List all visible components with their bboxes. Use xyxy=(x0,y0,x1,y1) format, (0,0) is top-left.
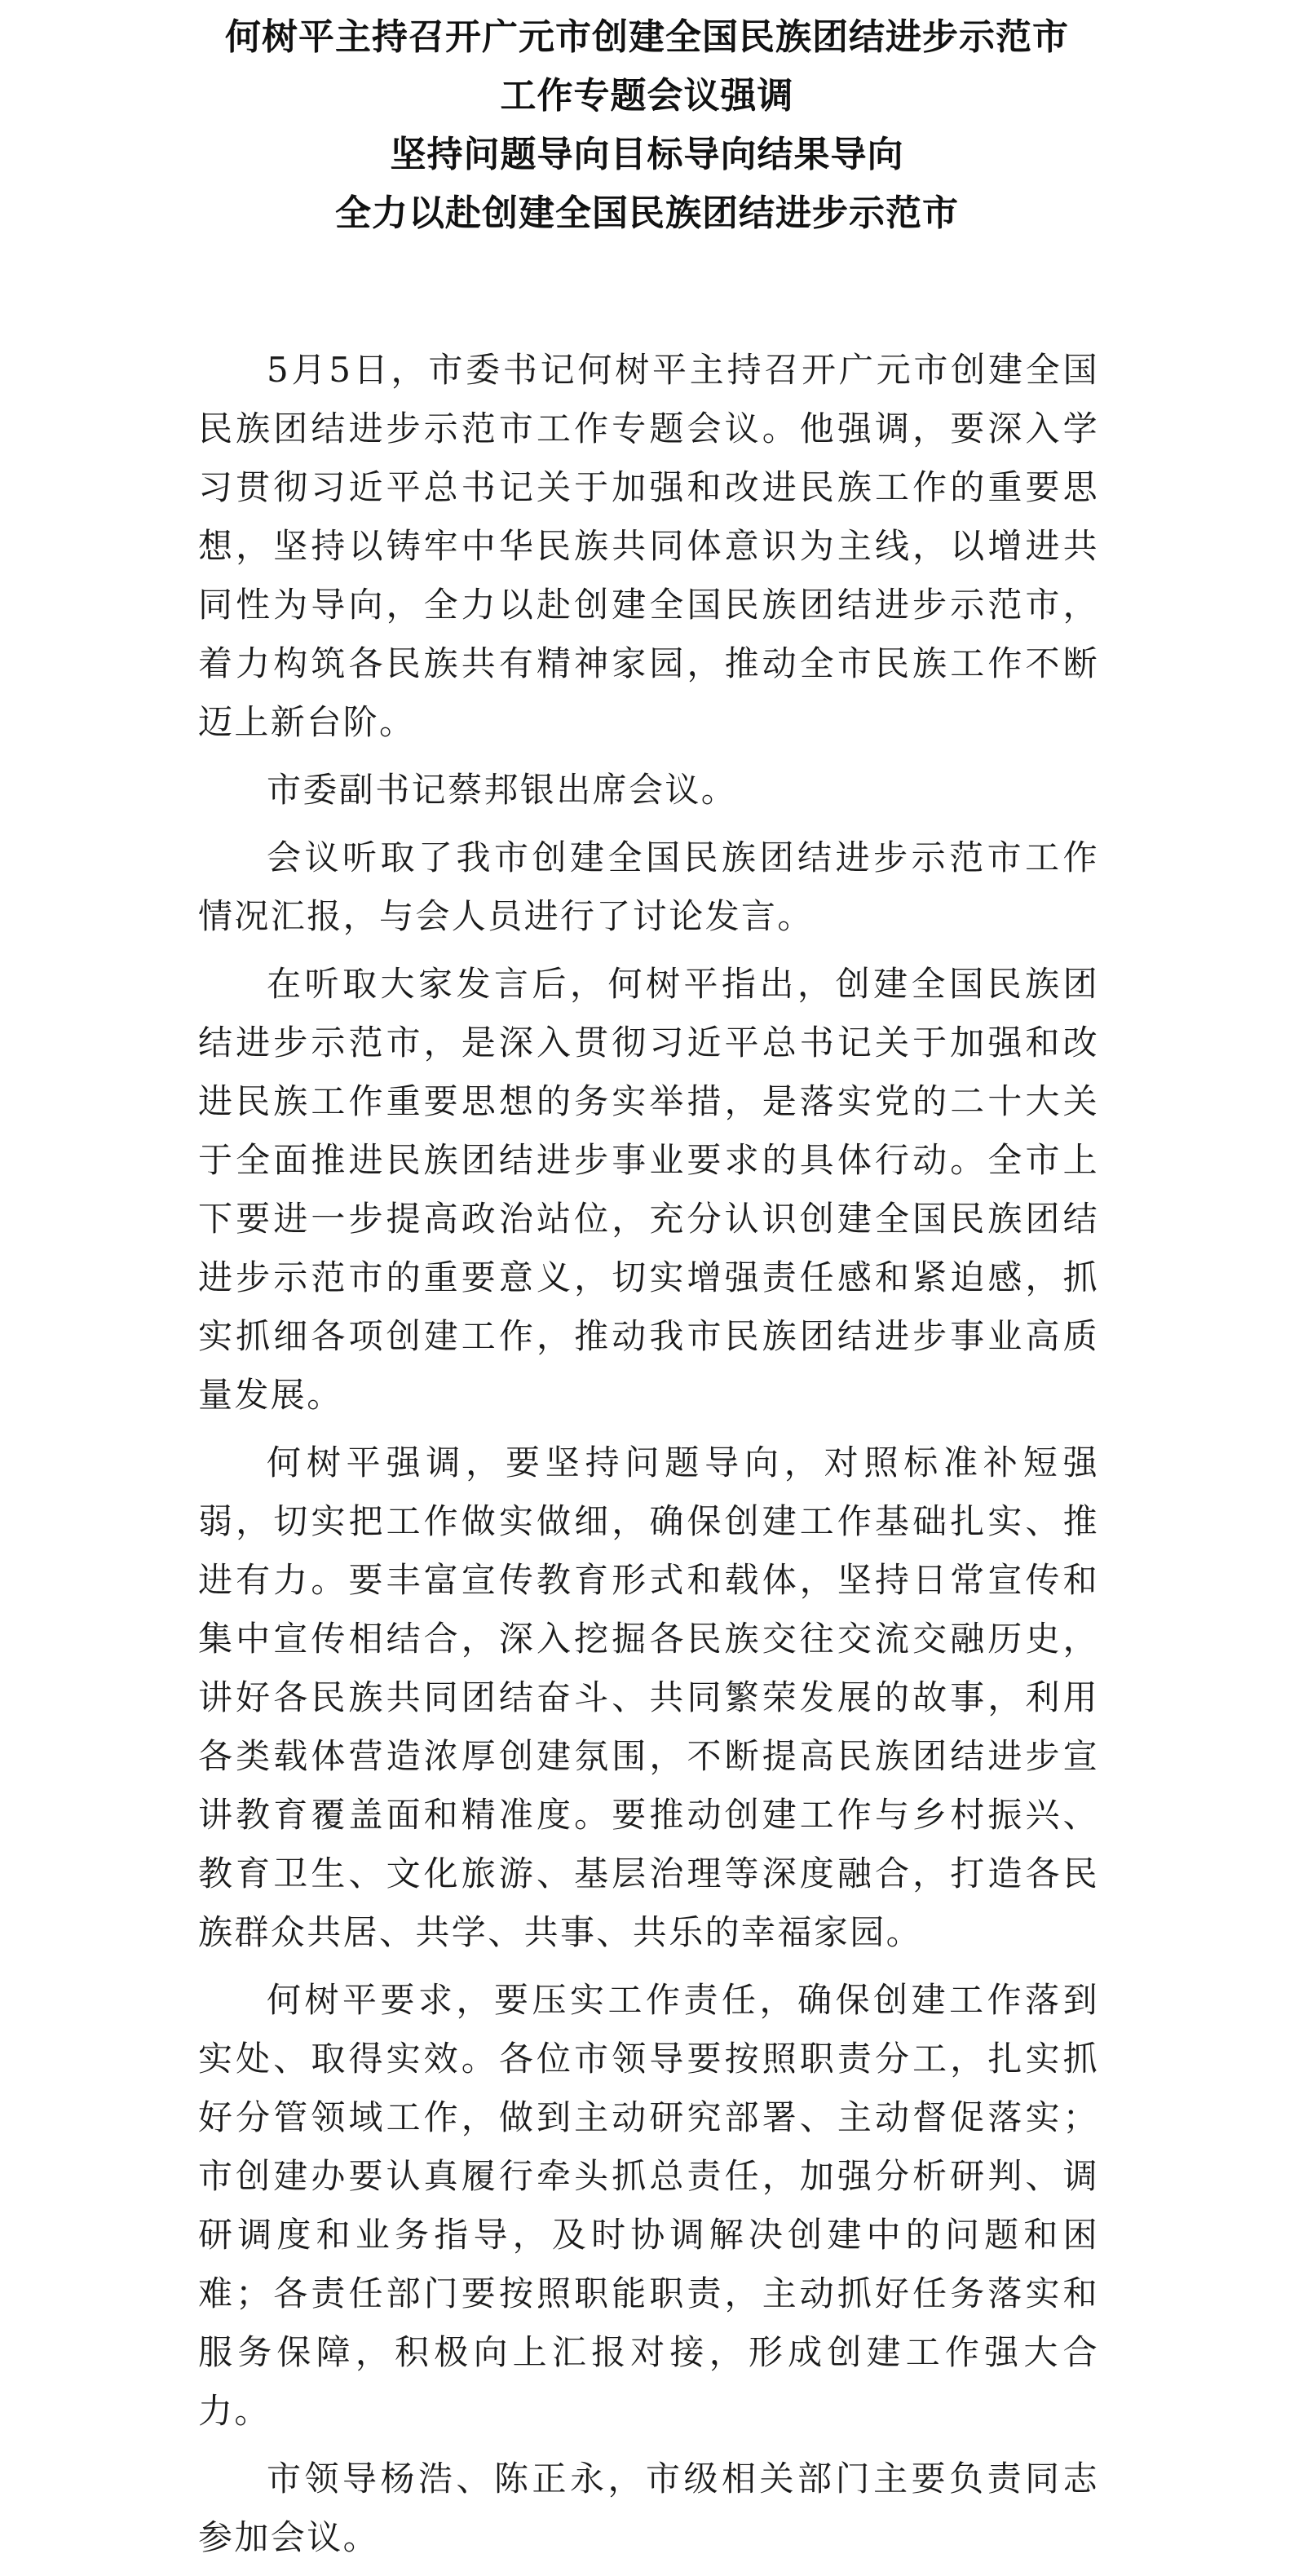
article-headline xyxy=(122,8,1172,243)
headline-line-2: 工作专题会议强调 xyxy=(500,75,794,117)
paragraph-attendee-deputy-secretary: 市委副书记蔡邦银出席会议。 xyxy=(267,770,738,810)
paragraph-report-discussion: 会议听取了我市创建全国民族团结进步示范市工作情况汇报，与会人员进行了讨论发言。 xyxy=(198,837,1099,936)
headline-line-4: 全力以赴创建全国民族团结进步示范市 xyxy=(335,192,959,234)
paragraph-problem-orientation: 何树平强调，要坚持问题导向，对照标准补短强弱，切实把工作做实做细，确保创建工作基础扎实、推进有力。要丰富宣传教育形式和载体，坚持日常宣传和集中宣传相结合，深入挖掘各民族交往交流交融历史，讲好各民族共同团结奋斗、共同繁荣发展的故事，利用各类载体营造浓厚创建氛围，不断提高民族团结进步宣讲教育覆盖面和精准度。要推动创建工作与乡村振兴、教育卫生、文化旅游、基层治理等深度融合，打造各民族群众共居、共学、共事、共乐的幸福家园。 xyxy=(198,1443,1099,1952)
paragraph-meeting-overview: 5月5日，市委书记何树平主持召开广元市创建全国民族团结进步示范市工作专题会议。他强调，要深入学习贯彻习近平总书记关于加强和改进民族工作的重要思想，坚持以铸牢中华民族共同体意识为主线，以增进共同性为导向，全力以赴创建全国民族团结进步示范市，着力构筑各民族共有精神家园，推动全市民族工作不断迈上新台阶。 xyxy=(198,350,1099,742)
paragraph-responsibility: 何树平要求，要压实工作责任，确保创建工作落到实处、取得实效。各位市领导要按照职责分工，扎实抓好分管领域工作，做到主动研究部署、主动督促落实；市创建办要认真履行牵头抓总责任，加强分析研判、调研调度和业务指导，及时协调解决创建中的问题和困难；各责任部门要按照职能职责，主动抓好任务落实和服务保障，积极向上汇报对接，形成创建工作强大合力。 xyxy=(198,1980,1099,2431)
paragraph-other-attendees: 市领导杨浩、陈正永，市级相关部门主要负责同志参加会议。 xyxy=(198,2459,1099,2557)
article-body xyxy=(198,341,1099,2576)
headline-line-1: 何树平主持召开广元市创建全国民族团结进步示范市 xyxy=(225,16,1069,58)
headline-line-3: 坚持问题导向目标导向结果导向 xyxy=(390,134,904,175)
paragraph-significance: 在听取大家发言后，何树平指出，创建全国民族团结进步示范市，是深入贯彻习近平总书记关于加强和改进民族工作重要思想的务实举措，是落实党的二十大关于全面推进民族团结进步事业要求的具体行动。全市上下要进一步提高政治站位，充分认识创建全国民族团结进步示范市的重要意义，切实增强责任感和紧迫感，抓实抓细各项创建工作，推动我市民族团结进步事业高质量发展。 xyxy=(198,964,1099,1415)
